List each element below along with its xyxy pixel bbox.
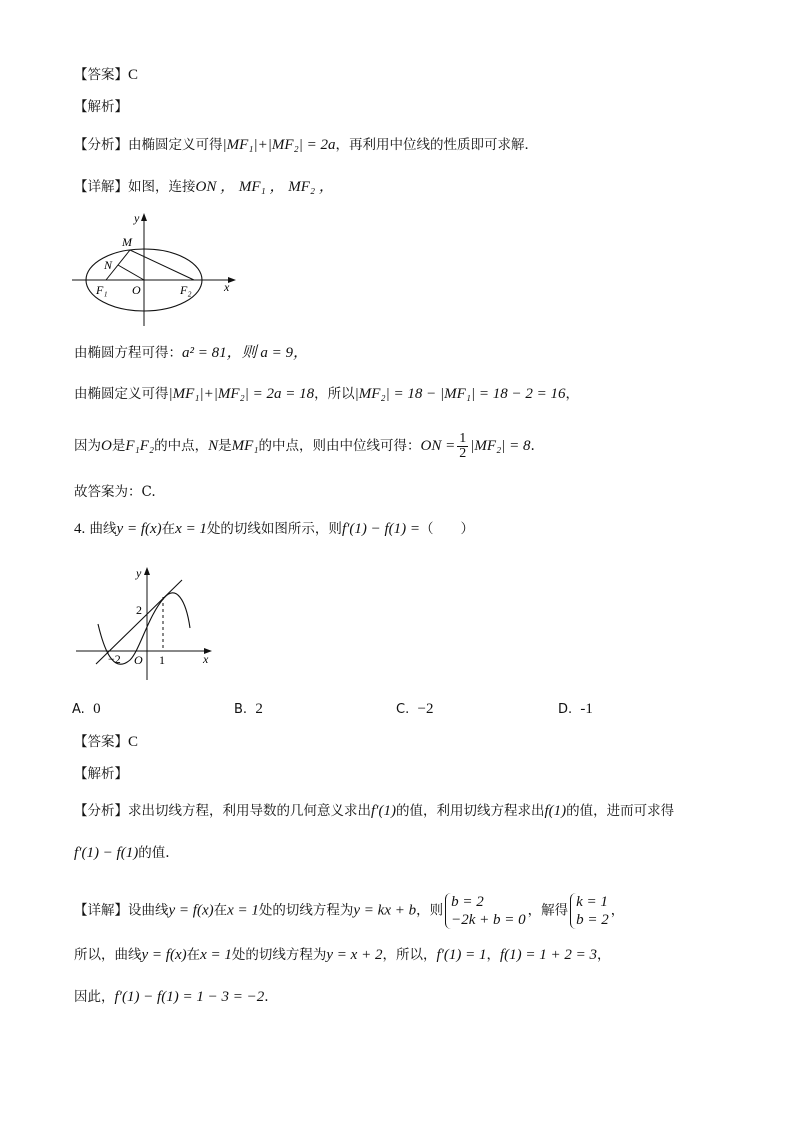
step3-fraction — [457, 432, 468, 461]
step3-text-3: 的中点， — [154, 438, 209, 454]
step2-formula-1: |MF₁|+|MF₂| = 2a = 18 — [168, 386, 315, 402]
q4-detail-line-2 — [74, 945, 611, 965]
detail-formula-1: y = f(x) — [168, 902, 214, 919]
detail-formula-2: x = 1 — [227, 902, 259, 919]
fenxi-tag: 【分析】 — [74, 803, 128, 819]
d3-formula: f′(1) − f(1) = 1 − 3 = −2 — [114, 989, 265, 1005]
fenxi-formula-1: f′(1) — [371, 803, 396, 819]
q4-fenxi-line — [74, 801, 674, 821]
detail-tag: 【详解】 — [74, 179, 128, 195]
fenxi-text-4: 的值. — [138, 845, 170, 861]
q3-analysis-heading — [74, 97, 128, 117]
option-d[interactable] — [558, 701, 593, 718]
step3-N: N — [208, 438, 219, 454]
fenxi-text: 求出切线方程，利用导数的几何意义求出 — [128, 803, 371, 819]
fig2-two-label: 2 — [136, 603, 142, 617]
d2-formula-1: y = f(x) — [141, 947, 187, 963]
option-c[interactable] — [396, 701, 433, 718]
detail-text-6: ， — [610, 902, 625, 919]
option-letter: B. — [234, 702, 248, 717]
fenxi-formula: |MF₁|+|MF₂| = 2a — [222, 137, 336, 153]
q-text-4: （ ） — [420, 521, 475, 537]
detail-text: 设曲线 — [128, 902, 169, 919]
d2-text-2: 在 — [186, 947, 201, 963]
d2-formula-3: y = x + 2 — [326, 947, 383, 963]
d3-end: . — [264, 989, 269, 1005]
d2-text-3: 处的切线方程为 — [231, 947, 327, 963]
option-value: 0 — [93, 701, 101, 717]
option-value: −2 — [417, 701, 434, 717]
sys2-eq-b: b = 2 — [576, 912, 609, 928]
q-text-3: 处的切线如图所示，则 — [206, 521, 342, 537]
q3-conclusion — [74, 482, 156, 502]
answer-tag: 【答案】 — [74, 734, 128, 750]
option-letter: A. — [72, 702, 85, 717]
step3-text: 因为 — [74, 438, 101, 454]
equation-system-1 — [445, 893, 526, 929]
detail-items: ON ， MF₁ ， MF₂ ， — [195, 179, 334, 195]
detail-formula-3: y = kx + b — [353, 902, 417, 919]
detail-tag: 【详解】 — [74, 902, 128, 919]
analysis-tag: 【解析】 — [74, 99, 128, 115]
step2-formula-2: |MF₂| = 18 − |MF₁| = 18 − 2 = 16 — [354, 386, 566, 402]
d2-text-6: ， — [597, 947, 611, 963]
tangent-figure — [72, 560, 220, 686]
q4-question — [74, 519, 474, 539]
q4-fenxi-line-2 — [74, 843, 170, 863]
q-text-2: 在 — [161, 521, 176, 537]
fenxi-text-2: ，再利用中位线的性质即可求解． — [335, 137, 538, 153]
fenxi-formula-3: f′(1) − f(1) — [74, 845, 139, 861]
step2-text-3: ， — [565, 386, 579, 402]
fenxi-tag: 【分析】 — [74, 137, 128, 153]
sys2-eq-a: k = 1 — [576, 894, 608, 910]
q3-step1 — [74, 343, 308, 363]
q-formula-2: x = 1 — [175, 521, 207, 537]
detail-text: 如图，连接 — [128, 179, 196, 195]
question-number: 4. — [74, 521, 86, 537]
fig2-x-label: x — [203, 652, 209, 666]
q-text-1: 曲线 — [89, 521, 117, 537]
step3-rhs: |MF₂| = 8 — [470, 438, 531, 454]
q-formula-3: f′(1) − f(1) = — [341, 521, 421, 537]
q4-detail-line-3 — [74, 987, 269, 1007]
step3-text-4: 是 — [218, 438, 232, 454]
detail-text-2: 在 — [213, 902, 228, 919]
d3-text: 因此， — [74, 989, 115, 1005]
step1-text: 由椭圆方程可得： — [74, 345, 182, 361]
step3-O: O — [101, 438, 112, 454]
step3-lhs: ON = — [420, 438, 456, 454]
option-letter: D. — [558, 702, 573, 717]
conclusion-text: 故答案为：C. — [74, 484, 156, 500]
step1-formula: a² = 81，则 a = 9， — [182, 345, 308, 361]
fenxi-text-2: 的值，利用切线方程求出 — [395, 803, 545, 819]
q3-detail-line — [74, 177, 334, 197]
step2-text: 由椭圆定义可得 — [74, 386, 169, 402]
q3-step2 — [74, 384, 579, 404]
fig2-one-label: 1 — [159, 653, 165, 667]
fenxi-formula-2: f(1) — [544, 803, 567, 819]
q3-answer-line — [74, 65, 138, 85]
answer-value: C — [128, 734, 139, 750]
q3-fenxi-line — [74, 135, 538, 155]
d2-formula-4: f′(1) = 1 — [436, 947, 487, 963]
fig1-O-label: O — [132, 283, 141, 297]
fig2-O-label: O — [134, 653, 143, 667]
fenxi-text: 由椭圆定义可得 — [128, 137, 223, 153]
d2-formula-2: x = 1 — [200, 947, 232, 963]
fig1-x-label: x — [224, 280, 230, 294]
d2-text-5: ， — [486, 947, 501, 963]
option-value: -1 — [580, 701, 593, 717]
d2-formula-5: f(1) = 1 + 2 = 3 — [500, 947, 598, 963]
sys1-eq-a: b = 2 — [451, 894, 484, 910]
q4-answer-line — [74, 732, 138, 752]
fig1-M-label: M — [122, 235, 132, 249]
frac-num: 1 — [459, 431, 467, 446]
step2-text-2: ，所以 — [314, 386, 355, 402]
option-a[interactable] — [72, 701, 101, 718]
fig2-y-label: y — [136, 566, 142, 580]
detail-text-3: 处的切线方程为 — [258, 902, 354, 919]
q-formula-1: y = f(x) — [116, 521, 162, 537]
step3-end: . — [530, 438, 535, 454]
sys1-eq-b: −2k + b = 0 — [451, 912, 526, 928]
d2-text: 所以，曲线 — [74, 947, 142, 963]
fenxi-text-3: 的值，进而可求得 — [566, 803, 675, 819]
ellipse-figure — [66, 208, 246, 330]
fig1-y-label: y — [134, 211, 140, 225]
step3-text-2: 是 — [111, 438, 126, 454]
q4-detail-line — [74, 893, 624, 929]
detail-text-4: ，则 — [416, 902, 444, 919]
step3-text-5: 的中点，则由中位线可得： — [258, 438, 421, 454]
d2-text-4: ，所以， — [382, 947, 437, 963]
option-b[interactable] — [234, 701, 263, 718]
fig2-neg-two-label: −2 — [108, 652, 121, 666]
analysis-tag: 【解析】 — [74, 766, 128, 782]
answer-tag: 【答案】 — [74, 67, 128, 83]
answer-value: C — [128, 67, 139, 83]
step3-F1F2: F₁F₂ — [125, 438, 155, 454]
option-value: 2 — [255, 701, 263, 717]
step3-MF1: MF₁ — [231, 438, 259, 454]
q4-analysis-heading — [74, 764, 128, 784]
equation-system-2 — [570, 893, 609, 929]
option-letter: C. — [396, 702, 410, 717]
q3-step3 — [74, 432, 535, 461]
fig1-F1-label: F₁ — [96, 283, 108, 297]
fig1-F2-label: F₂ — [180, 283, 192, 297]
detail-text-5: ，解得 — [527, 902, 569, 919]
fig1-N-label: N — [104, 258, 113, 272]
frac-den: 2 — [459, 446, 467, 461]
